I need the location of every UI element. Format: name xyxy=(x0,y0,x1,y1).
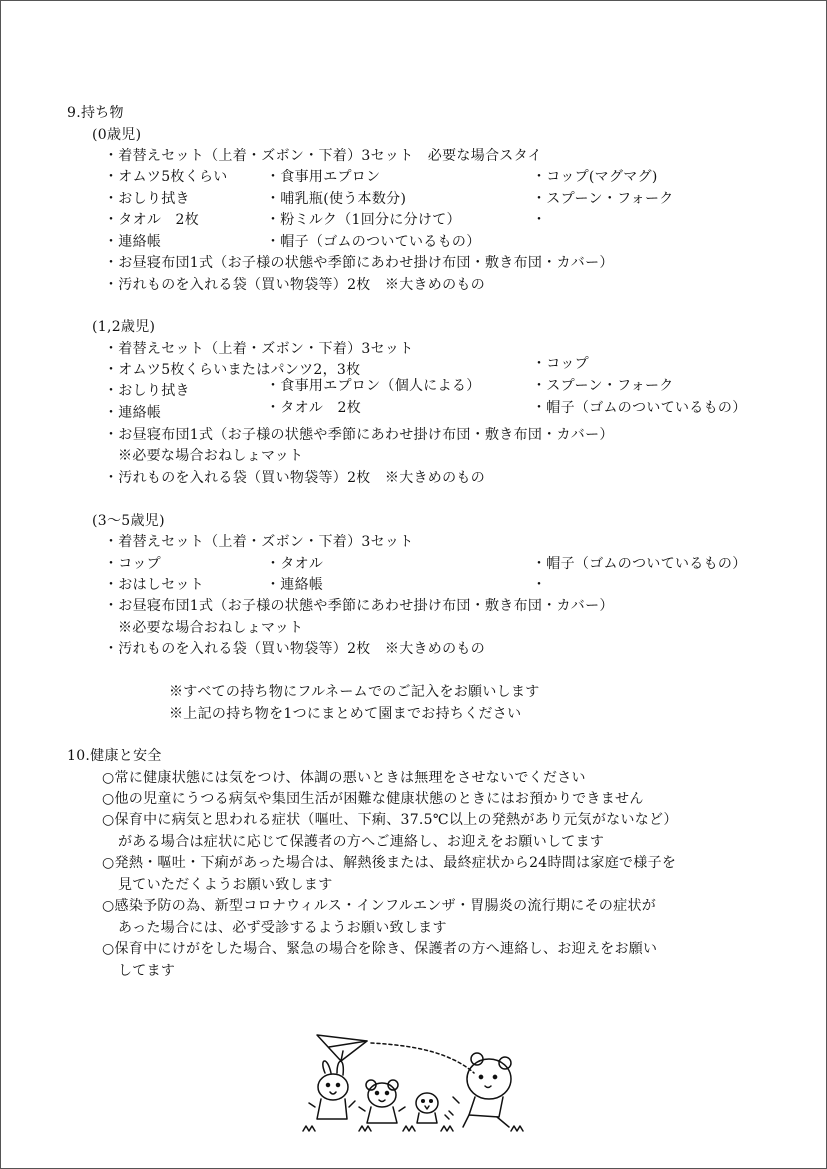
list-item: ・汚れものを入れる袋（買い物袋等）2枚 ※大きめのもの xyxy=(104,641,486,657)
health-item: ○保育中にけがをした場合、緊急の場合を除き、保護者の方へ連絡し、お迎えをお願い xyxy=(102,941,658,957)
list-item: ・コップ xyxy=(104,556,161,572)
health-item: ○感染予防の為、新型コロナウィルス・インフルエンザ・胃腸炎の流行期にその症状が xyxy=(102,898,657,914)
list-item: ・汚れものを入れる袋（買い物袋等）2枚 ※大きめのもの xyxy=(104,470,486,486)
grass-icon xyxy=(303,1126,523,1131)
bring-together-note: ※上記の持ち物を1つにまとめて園までお持ちください xyxy=(169,706,522,722)
list-item: ・食事用エプロン xyxy=(266,169,381,185)
list-item: ・連絡帳 xyxy=(104,405,162,421)
list-item: ・粉ミルク（1回分に分けて） xyxy=(266,212,461,228)
animals-paper-plane-illustration xyxy=(299,1023,529,1135)
list-item: ・汚れものを入れる袋（買い物袋等）2枚 ※大きめのもの xyxy=(104,277,486,293)
paper-plane-icon xyxy=(317,1035,367,1061)
bear-icon xyxy=(359,1080,405,1123)
list-item: ・連絡帳 xyxy=(266,577,324,593)
list-item: ・タオル 2枚 xyxy=(104,212,200,228)
health-item-continued: してます xyxy=(118,963,176,979)
list-item: ・着替えセット（上着・ズボン・下着）3セット xyxy=(104,534,414,550)
list-item: ・コップ xyxy=(532,356,589,372)
list-item: ・スプーン・フォーク xyxy=(532,191,674,207)
health-item: ○他の児童にうつる病気や集団生活が困難な健康状態のときにはお預かりできません xyxy=(102,791,644,807)
fullname-note: ※すべての持ち物にフルネームでのご記入をお願いします xyxy=(169,684,540,700)
health-item-continued: がある場合は症状に応じて保護者の方へご連絡し、お迎えをお願いしてます xyxy=(118,834,605,850)
list-item: ・タオル xyxy=(266,556,324,572)
health-item: ○常に健康状態には気をつけ、体調の悪いときは無理をさせないでください xyxy=(102,770,586,786)
list-item: ・オムツ5枚くらい xyxy=(104,169,228,185)
health-item: ○発熱・嘔吐・下痢があった場合は、解熱後または、最終症状から24時間は家庭で様子を xyxy=(102,855,677,871)
list-item: ・ xyxy=(532,212,547,228)
note-item: ※必要な場合おねしょマット xyxy=(118,620,304,636)
age-1-2-heading: (1,2歳児) xyxy=(92,319,156,335)
list-item: ・連絡帳 xyxy=(104,234,162,250)
flight-path-line xyxy=(371,1043,474,1073)
list-item: ・哺乳瓶(使う本数分) xyxy=(266,191,407,207)
section-9-heading: 9.持ち物 xyxy=(67,105,124,121)
health-item-continued: 見ていただくようお願い致します xyxy=(118,877,333,893)
list-item: ・帽子（ゴムのついているもの） xyxy=(532,556,747,572)
rabbit-icon xyxy=(309,1061,355,1119)
list-item: ・着替えセット（上着・ズボン・下着）3セット 必要な場合スタイ xyxy=(104,148,542,164)
health-item-continued: あった場合には、必ず受診するようお願い致します xyxy=(118,920,447,936)
list-item: ・おはしセット xyxy=(104,577,205,593)
list-item: ・ xyxy=(532,577,547,593)
list-item: ・タオル 2枚 xyxy=(266,400,362,416)
age-0-heading: (0歳児) xyxy=(92,127,142,143)
running-bear-icon xyxy=(445,1053,511,1127)
section-10-heading: 10.健康と安全 xyxy=(67,748,162,764)
list-item: ・着替えセット（上着・ズボン・下着）3セット xyxy=(104,341,414,357)
list-item: ・お昼寝布団1式（お子様の状態や季節にあわせ掛け布団・敷き布団・カバー） xyxy=(104,427,614,443)
list-item: ・お昼寝布団1式（お子様の状態や季節にあわせ掛け布団・敷き布団・カバー） xyxy=(104,255,614,271)
list-item: ・スプーン・フォーク xyxy=(532,378,674,394)
list-item: ・おしり拭き xyxy=(104,191,190,207)
health-item: ○保育中に病気と思われる症状（嘔吐、下痢、37.5℃以上の発熱があり元気がないなど） xyxy=(102,812,678,828)
list-item: ・オムツ5枚くらいまたはパンツ2，3枚 xyxy=(104,362,361,378)
list-item: ・おしり拭き xyxy=(104,383,190,399)
list-item: ・帽子（ゴムのついているもの） xyxy=(532,400,747,416)
list-item: ・帽子（ゴムのついているもの） xyxy=(266,234,481,250)
age-3-5-heading: (3～5歳児) xyxy=(92,513,165,529)
note-item: ※必要な場合おねしょマット xyxy=(118,448,304,464)
list-item: ・お昼寝布団1式（お子様の状態や季節にあわせ掛け布団・敷き布団・カバー） xyxy=(104,598,614,614)
list-item: ・コップ(マグマグ) xyxy=(532,169,658,185)
list-item: ・食事用エプロン（個人による） xyxy=(266,378,481,394)
chick-icon xyxy=(416,1093,438,1123)
